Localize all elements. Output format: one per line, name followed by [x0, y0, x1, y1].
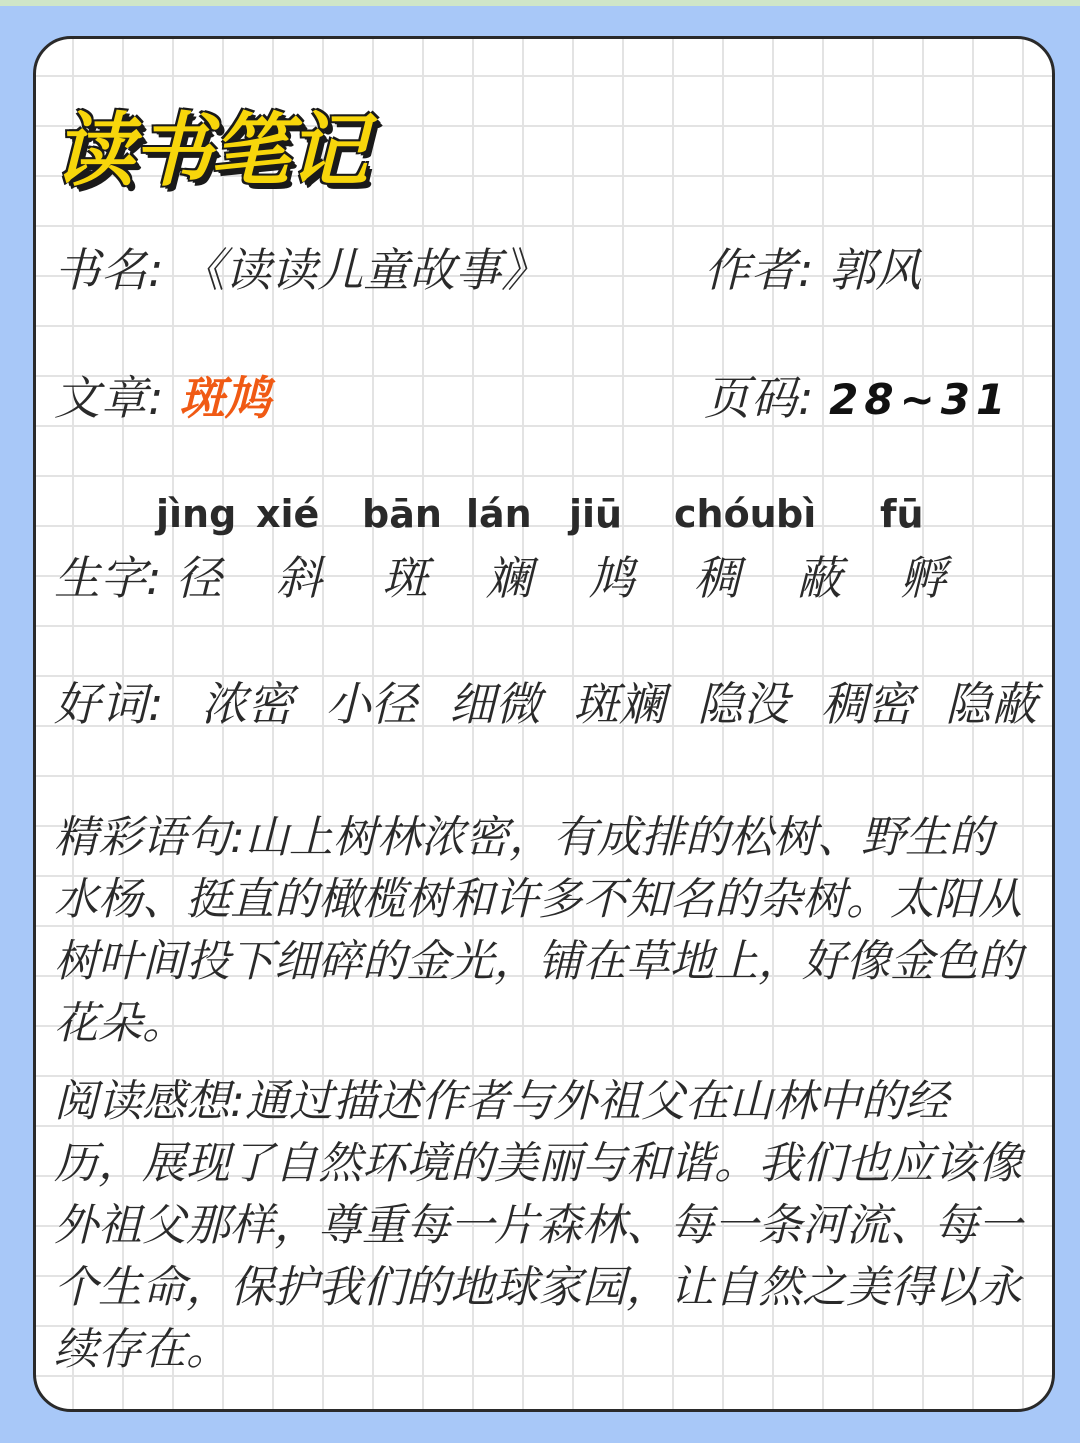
new-char-7: 孵: [900, 551, 946, 605]
good-word-2: 细微: [449, 677, 542, 731]
pinyin-6: bì: [776, 492, 817, 536]
new-chars-list: [36, 492, 1052, 615]
good-word-6: 隐蔽: [945, 677, 1038, 731]
sentences-block: [54, 807, 1034, 1055]
pinyin-1: xié: [256, 492, 320, 536]
pages-row: [704, 371, 1012, 425]
author-label: 作者:: [704, 243, 815, 297]
article-value: 斑鸠: [179, 371, 272, 425]
author-row: [704, 243, 922, 297]
pages-value: 28~31: [829, 375, 1012, 424]
good-word-1: 小径: [325, 677, 418, 731]
pinyin-7: fū: [880, 492, 924, 536]
sentences-label: 精彩语句:: [54, 812, 245, 863]
pinyin-0: jìng: [156, 492, 237, 536]
new-char-3: 斓: [486, 551, 532, 605]
author-value: 郭风: [829, 243, 922, 297]
good-word-5: 稠密: [821, 677, 914, 731]
new-chars-label: 生字:: [54, 551, 162, 605]
new-char-6: 蔽: [796, 551, 842, 605]
pinyin-2: bān: [362, 492, 442, 536]
good-words-label: 好词:: [54, 677, 165, 731]
new-char-5: 稠: [694, 551, 740, 605]
good-word-3: 斑斓: [573, 677, 666, 731]
top-strip: [0, 0, 1080, 6]
page-title: 读书笔记: [54, 104, 366, 197]
new-char-2: 斑: [382, 551, 428, 605]
new-char-4: 鸠: [589, 551, 635, 605]
pinyin-3: lán: [466, 492, 532, 536]
pinyin-4: jiū: [569, 492, 623, 536]
good-words-row: [54, 677, 1038, 731]
thoughts-text: 通过描述作者与外祖父在山林中的经历，展现了自然环境的美丽与和谐。我们也应该像外祖父那样，尊重每一片森林、每一条河流、每一个生命，保护我们的地球家园，让自然之美得以永续存在。: [54, 1076, 1022, 1375]
new-char-1: 斜: [276, 551, 322, 605]
new-char-0: 径: [176, 551, 222, 605]
good-word-4: 隐没: [697, 677, 790, 731]
sentences-text: 山上树林浓密，有成排的松树、野生的水杨、挺直的橄榄树和许多不知名的杂树。太阳从树叶间投下细碎的金光，铺在草地上，好像金色的花朵。: [54, 812, 1022, 1049]
book-row: [54, 243, 548, 297]
book-value: 《读读儿童故事》: [179, 243, 548, 297]
thoughts-label: 阅读感想:: [54, 1076, 245, 1127]
book-label: 书名:: [54, 243, 165, 297]
article-row: [54, 371, 272, 425]
pinyin-5: chóu: [674, 492, 777, 536]
note-card: [33, 36, 1055, 1412]
thoughts-block: [54, 1071, 1034, 1381]
pages-label: 页码:: [704, 371, 815, 425]
good-word-0: 浓密: [201, 677, 294, 731]
article-label: 文章:: [54, 371, 165, 425]
good-words-list: [179, 677, 1037, 731]
